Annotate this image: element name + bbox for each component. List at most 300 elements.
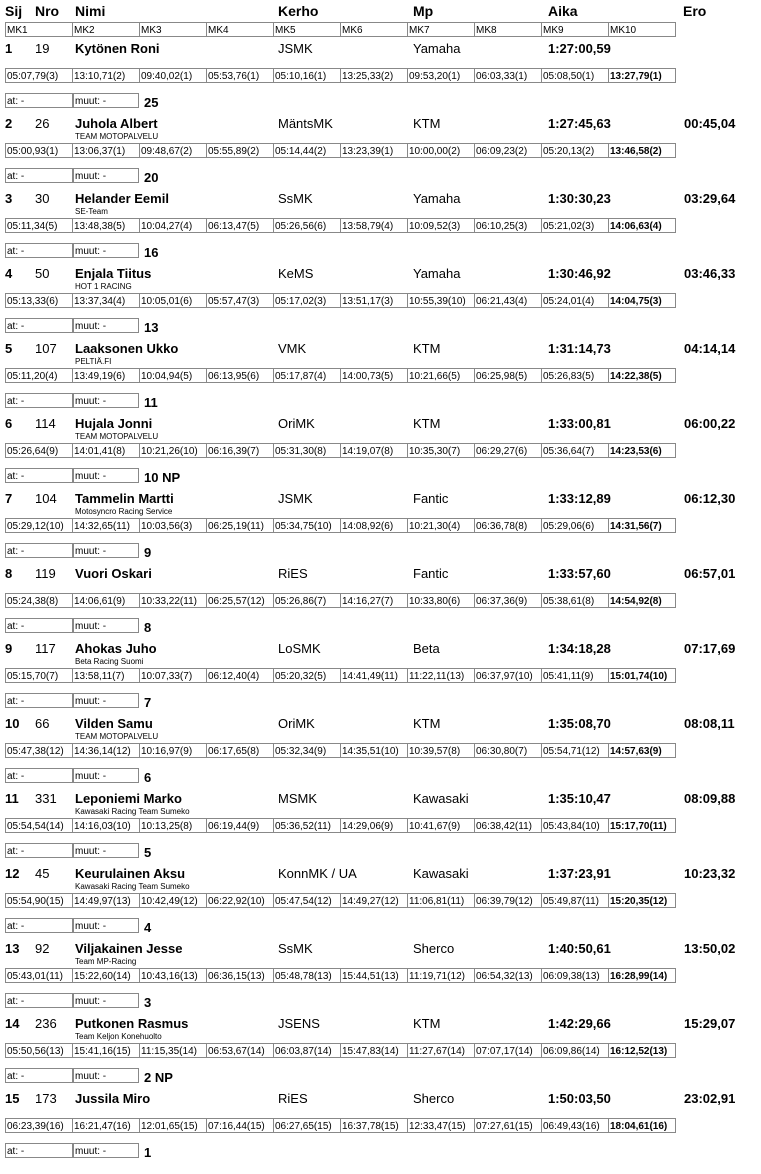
split-time-cell: 05:47,38(12) bbox=[5, 743, 73, 758]
penalty-other-cell: muut: - bbox=[73, 93, 139, 108]
rider-gap: 03:29,64 bbox=[684, 191, 736, 206]
split-time-cell: 14:04,75(3) bbox=[608, 293, 676, 308]
rider-team: Kawasaki Racing Team Sumeko bbox=[75, 882, 190, 891]
split-time-cell: 14:57,63(9) bbox=[608, 743, 676, 758]
rider-gap: 08:08,11 bbox=[684, 716, 735, 731]
split-time-cell: 16:28,99(14) bbox=[608, 968, 676, 983]
split-time-cell: 05:26,56(6) bbox=[273, 218, 341, 233]
rider-bike: Sherco bbox=[413, 1091, 455, 1106]
split-time-cell: 14:54,92(8) bbox=[608, 593, 676, 608]
split-time-cell: 05:20,13(2) bbox=[541, 143, 609, 158]
rider-total-time: 1:35:08,70 bbox=[548, 716, 611, 731]
rider-number: 104 bbox=[35, 491, 57, 506]
rider-position: 12 bbox=[5, 866, 20, 881]
split-time-cell: 06:16,39(7) bbox=[206, 443, 274, 458]
rider-total-time: 1:33:12,89 bbox=[548, 491, 611, 506]
penalty-at-cell: at: - bbox=[5, 918, 73, 933]
split-time-cell: 10:21,30(4) bbox=[407, 518, 475, 533]
split-time-cell: 05:26,86(7) bbox=[273, 593, 341, 608]
split-time-cell: 05:08,50(1) bbox=[541, 68, 609, 83]
penalty-at-cell: at: - bbox=[5, 243, 73, 258]
rider-club: SsMK bbox=[278, 941, 313, 956]
rider-total-time: 1:37:23,91 bbox=[548, 866, 611, 881]
penalty-other-cell: muut: - bbox=[73, 693, 139, 708]
rider-team: Kawasaki Racing Team Sumeko bbox=[75, 807, 190, 816]
rider-club: LoSMK bbox=[278, 641, 321, 656]
split-time-cell: 14:35,51(10) bbox=[340, 743, 408, 758]
rider-name: Vuori Oskari bbox=[75, 566, 152, 581]
rider-gap: 06:57,01 bbox=[684, 566, 736, 581]
split-time-cell: 05:24,01(4) bbox=[541, 293, 609, 308]
penalty-at-cell: at: - bbox=[5, 1068, 73, 1083]
penalty-at-cell: at: - bbox=[5, 543, 73, 558]
split-time-cell: 06:09,23(2) bbox=[474, 143, 542, 158]
rider-row bbox=[0, 40, 761, 115]
split-time-cell: 11:19,71(12) bbox=[407, 968, 475, 983]
rider-name: Putkonen Rasmus bbox=[75, 1016, 189, 1031]
penalty-at-cell: at: - bbox=[5, 843, 73, 858]
split-time-cell: 16:12,52(13) bbox=[608, 1043, 676, 1058]
split-time-cell: 05:36,52(11) bbox=[273, 818, 341, 833]
split-time-cell: 06:22,92(10) bbox=[206, 893, 274, 908]
split-time-cell: 15:20,35(12) bbox=[608, 893, 676, 908]
rider-gap: 06:12,30 bbox=[684, 491, 736, 506]
rider-club: OriMK bbox=[278, 716, 315, 731]
split-time-cell: 15:47,83(14) bbox=[340, 1043, 408, 1058]
split-time-cell: 10:21,26(10) bbox=[139, 443, 207, 458]
rider-name: Viljakainen Jesse bbox=[75, 941, 183, 956]
split-time-cell: 10:07,33(7) bbox=[139, 668, 207, 683]
penalty-at-cell: at: - bbox=[5, 1143, 73, 1158]
split-time-cell: 05:11,34(5) bbox=[5, 218, 73, 233]
split-time-cell: 14:06,63(4) bbox=[608, 218, 676, 233]
split-time-cell: 06:19,44(9) bbox=[206, 818, 274, 833]
split-time-cell: 05:49,87(11) bbox=[541, 893, 609, 908]
rider-club: JSMK bbox=[278, 491, 313, 506]
rider-club: JSENS bbox=[278, 1016, 320, 1031]
split-time-cell: 05:29,12(10) bbox=[5, 518, 73, 533]
rider-bike: KTM bbox=[413, 341, 441, 356]
split-time-cell: 06:29,27(6) bbox=[474, 443, 542, 458]
split-time-cell: 06:37,36(9) bbox=[474, 593, 542, 608]
rider-position: 4 bbox=[5, 266, 13, 281]
rider-club: MSMK bbox=[278, 791, 317, 806]
stage-header-cell: MK8 bbox=[474, 22, 542, 37]
penalty-at-cell: at: - bbox=[5, 993, 73, 1008]
rider-number: 19 bbox=[35, 41, 50, 56]
split-time-cell: 06:12,40(4) bbox=[206, 668, 274, 683]
split-time-cell: 11:27,67(14) bbox=[407, 1043, 475, 1058]
rider-name: Kytönen Roni bbox=[75, 41, 160, 56]
rider-number: 173 bbox=[35, 1091, 57, 1106]
rider-gap: 04:14,14 bbox=[684, 341, 736, 356]
split-time-cell: 06:13,47(5) bbox=[206, 218, 274, 233]
rider-gap: 06:00,22 bbox=[684, 416, 736, 431]
split-time-cell: 06:27,65(15) bbox=[273, 1118, 341, 1133]
rider-number: 30 bbox=[35, 191, 50, 206]
split-time-cell: 05:50,56(13) bbox=[5, 1043, 73, 1058]
rider-total-time: 1:34:18,28 bbox=[548, 641, 611, 656]
split-time-cell: 06:17,65(8) bbox=[206, 743, 274, 758]
rider-row bbox=[0, 340, 761, 415]
split-time-cell: 07:16,44(15) bbox=[206, 1118, 274, 1133]
rider-bike: Yamaha bbox=[413, 41, 461, 56]
split-time-cell: 05:55,89(2) bbox=[206, 143, 274, 158]
split-time-cell: 05:48,78(13) bbox=[273, 968, 341, 983]
split-time-cell: 06:53,67(14) bbox=[206, 1043, 274, 1058]
rider-position: 1 bbox=[5, 41, 13, 56]
rider-position: 14 bbox=[5, 1016, 20, 1031]
split-time-cell: 10:41,67(9) bbox=[407, 818, 475, 833]
split-time-cell: 05:54,54(14) bbox=[5, 818, 73, 833]
split-time-cell: 10:09,52(3) bbox=[407, 218, 475, 233]
rider-club: RiES bbox=[278, 566, 308, 581]
split-time-cell: 18:04,61(16) bbox=[608, 1118, 676, 1133]
split-time-cell: 10:16,97(9) bbox=[139, 743, 207, 758]
split-time-cell: 06:54,32(13) bbox=[474, 968, 542, 983]
split-time-cell: 10:04,27(4) bbox=[139, 218, 207, 233]
rider-total-time: 1:50:03,50 bbox=[548, 1091, 611, 1106]
split-time-cell: 16:37,78(15) bbox=[340, 1118, 408, 1133]
split-time-cell: 06:09,86(14) bbox=[541, 1043, 609, 1058]
penalty-other-cell: muut: - bbox=[73, 318, 139, 333]
rider-number: 331 bbox=[35, 791, 57, 806]
rider-club: OriMK bbox=[278, 416, 315, 431]
rider-number: 45 bbox=[35, 866, 50, 881]
rider-gap: 00:45,04 bbox=[684, 116, 736, 131]
rider-team: PELTIÄ.FI bbox=[75, 357, 112, 366]
stage-header-cell: MK2 bbox=[72, 22, 140, 37]
rider-bike: KTM bbox=[413, 1016, 441, 1031]
rider-total-time: 1:40:50,61 bbox=[548, 941, 611, 956]
rider-points: 20 bbox=[144, 170, 159, 185]
rider-points: 25 bbox=[144, 95, 159, 110]
split-time-cell: 06:21,43(4) bbox=[474, 293, 542, 308]
rider-number: 92 bbox=[35, 941, 50, 956]
rider-bike: KTM bbox=[413, 116, 441, 131]
rider-gap: 03:46,33 bbox=[684, 266, 736, 281]
rider-row bbox=[0, 115, 761, 190]
split-time-cell: 11:15,35(14) bbox=[139, 1043, 207, 1058]
rider-points: 7 bbox=[144, 695, 152, 710]
split-time-cell: 14:23,53(6) bbox=[608, 443, 676, 458]
col-kerho: Kerho bbox=[278, 3, 319, 19]
rider-name: Vilden Samu bbox=[75, 716, 153, 731]
rider-number: 26 bbox=[35, 116, 50, 131]
penalty-at-cell: at: - bbox=[5, 768, 73, 783]
rider-name: Keurulainen Aksu bbox=[75, 866, 186, 881]
split-time-cell: 05:53,76(1) bbox=[206, 68, 274, 83]
split-time-cell: 06:25,19(11) bbox=[206, 518, 274, 533]
penalty-other-cell: muut: - bbox=[73, 1068, 139, 1083]
rider-team: Team Keljon Konehuolto bbox=[75, 1032, 162, 1041]
rider-team: SE-Team bbox=[75, 207, 108, 216]
rider-team: Team MP-Racing bbox=[75, 957, 137, 966]
split-time-cell: 06:13,95(6) bbox=[206, 368, 274, 383]
split-time-cell: 14:32,65(11) bbox=[72, 518, 140, 533]
split-time-cell: 06:25,98(5) bbox=[474, 368, 542, 383]
rider-points: 9 bbox=[144, 545, 152, 560]
split-time-cell: 05:07,79(3) bbox=[5, 68, 73, 83]
rider-name: Laaksonen Ukko bbox=[75, 341, 179, 356]
rider-row bbox=[0, 865, 761, 940]
rider-points: 13 bbox=[144, 320, 159, 335]
split-time-cell: 13:58,79(4) bbox=[340, 218, 408, 233]
split-time-cell: 10:43,16(13) bbox=[139, 968, 207, 983]
split-time-cell: 10:05,01(6) bbox=[139, 293, 207, 308]
rider-club: KeMS bbox=[278, 266, 314, 281]
next-row-cutoff bbox=[0, 1164, 761, 1174]
rider-team: Beta Racing Suomi bbox=[75, 657, 144, 666]
split-time-cell: 05:24,38(8) bbox=[5, 593, 73, 608]
split-time-cell: 05:32,34(9) bbox=[273, 743, 341, 758]
split-time-cell: 10:42,49(12) bbox=[139, 893, 207, 908]
rider-team: TEAM MOTOPALVELU bbox=[75, 432, 159, 441]
split-time-cell: 05:17,02(3) bbox=[273, 293, 341, 308]
split-time-cell: 06:36,78(8) bbox=[474, 518, 542, 533]
split-time-cell: 05:17,87(4) bbox=[273, 368, 341, 383]
split-time-cell: 06:09,38(13) bbox=[541, 968, 609, 983]
rider-row bbox=[0, 1015, 761, 1090]
split-time-cell: 05:14,44(2) bbox=[273, 143, 341, 158]
rider-name: Ahokas Juho bbox=[75, 641, 157, 656]
stage-header-cell: MK7 bbox=[407, 22, 475, 37]
split-time-cell: 15:01,74(10) bbox=[608, 668, 676, 683]
split-time-cell: 10:04,94(5) bbox=[139, 368, 207, 383]
rider-bike: Yamaha bbox=[413, 266, 461, 281]
rider-points: 8 bbox=[144, 620, 152, 635]
penalty-other-cell: muut: - bbox=[73, 768, 139, 783]
split-time-cell: 10:03,56(3) bbox=[139, 518, 207, 533]
rider-club: JSMK bbox=[278, 41, 313, 56]
rider-position: 5 bbox=[5, 341, 13, 356]
rider-bike: KTM bbox=[413, 416, 441, 431]
split-time-cell: 13:48,38(5) bbox=[72, 218, 140, 233]
rider-total-time: 1:30:30,23 bbox=[548, 191, 611, 206]
rider-row bbox=[0, 490, 761, 565]
split-time-cell: 13:23,39(1) bbox=[340, 143, 408, 158]
col-nro: Nro bbox=[35, 3, 60, 19]
col-mp: Mp bbox=[413, 3, 434, 19]
split-time-cell: 14:16,27(7) bbox=[340, 593, 408, 608]
split-time-cell: 14:08,92(6) bbox=[340, 518, 408, 533]
split-time-cell: 09:40,02(1) bbox=[139, 68, 207, 83]
stage-header-cell: MK3 bbox=[139, 22, 207, 37]
split-time-cell: 12:01,65(15) bbox=[139, 1118, 207, 1133]
rider-number: 107 bbox=[35, 341, 57, 356]
rider-name: Leponiemi Marko bbox=[75, 791, 182, 806]
rider-team: TEAM MOTOPALVELU bbox=[75, 132, 159, 141]
penalty-other-cell: muut: - bbox=[73, 393, 139, 408]
split-time-cell: 09:53,20(1) bbox=[407, 68, 475, 83]
split-time-cell: 06:38,42(11) bbox=[474, 818, 542, 833]
rider-position: 15 bbox=[5, 1091, 20, 1106]
rider-total-time: 1:31:14,73 bbox=[548, 341, 611, 356]
penalty-other-cell: muut: - bbox=[73, 918, 139, 933]
rider-gap: 15:29,07 bbox=[684, 1016, 736, 1031]
split-time-cell: 06:23,39(16) bbox=[5, 1118, 73, 1133]
split-time-cell: 10:21,66(5) bbox=[407, 368, 475, 383]
split-time-cell: 06:39,79(12) bbox=[474, 893, 542, 908]
split-time-cell: 06:49,43(16) bbox=[541, 1118, 609, 1133]
split-time-cell: 05:54,71(12) bbox=[541, 743, 609, 758]
rider-position: 3 bbox=[5, 191, 13, 206]
split-time-cell: 13:58,11(7) bbox=[72, 668, 140, 683]
rider-number: 236 bbox=[35, 1016, 57, 1031]
rider-points: 6 bbox=[144, 770, 152, 785]
rider-row bbox=[0, 640, 761, 715]
rider-gap: 10:23,32 bbox=[684, 866, 736, 881]
penalty-other-cell: muut: - bbox=[73, 243, 139, 258]
stage-header-cell: MK10 bbox=[608, 22, 676, 37]
split-time-cell: 13:10,71(2) bbox=[72, 68, 140, 83]
split-time-cell: 06:03,33(1) bbox=[474, 68, 542, 83]
penalty-at-cell: at: - bbox=[5, 468, 73, 483]
rider-gap: 08:09,88 bbox=[684, 791, 736, 806]
rider-position: 11 bbox=[5, 791, 19, 806]
penalty-other-cell: muut: - bbox=[73, 843, 139, 858]
col-sij: Sij bbox=[5, 3, 23, 19]
rider-bike: Fantic bbox=[413, 491, 449, 506]
split-time-cell: 14:49,97(13) bbox=[72, 893, 140, 908]
split-time-cell: 07:27,61(15) bbox=[474, 1118, 542, 1133]
split-time-cell: 05:11,20(4) bbox=[5, 368, 73, 383]
split-time-cell: 09:48,67(2) bbox=[139, 143, 207, 158]
split-time-cell: 05:00,93(1) bbox=[5, 143, 73, 158]
split-time-cell: 05:38,61(8) bbox=[541, 593, 609, 608]
penalty-at-cell: at: - bbox=[5, 318, 73, 333]
rider-name: Jussila Miro bbox=[75, 1091, 151, 1106]
split-time-cell: 10:33,22(11) bbox=[139, 593, 207, 608]
split-time-cell: 14:41,49(11) bbox=[340, 668, 408, 683]
rider-name: Hujala Jonni bbox=[75, 416, 153, 431]
rider-total-time: 1:35:10,47 bbox=[548, 791, 611, 806]
split-time-cell: 14:49,27(12) bbox=[340, 893, 408, 908]
split-time-cell: 06:36,15(13) bbox=[206, 968, 274, 983]
split-time-cell: 06:30,80(7) bbox=[474, 743, 542, 758]
split-time-cell: 05:43,01(11) bbox=[5, 968, 73, 983]
split-time-cell: 05:54,90(15) bbox=[5, 893, 73, 908]
split-time-cell: 13:27,79(1) bbox=[608, 68, 676, 83]
penalty-other-cell: muut: - bbox=[73, 993, 139, 1008]
rider-position: 2 bbox=[5, 116, 13, 131]
stage-header-cell: MK1 bbox=[5, 22, 73, 37]
split-time-cell: 14:00,73(5) bbox=[340, 368, 408, 383]
split-time-cell: 10:35,30(7) bbox=[407, 443, 475, 458]
rider-name: Helander Eemil bbox=[75, 191, 169, 206]
rider-position: 9 bbox=[5, 641, 13, 656]
rider-points: 10 NP bbox=[144, 470, 181, 485]
split-time-cell: 05:26,83(5) bbox=[541, 368, 609, 383]
rider-club: VMK bbox=[278, 341, 307, 356]
split-time-cell: 05:57,47(3) bbox=[206, 293, 274, 308]
split-time-cell: 06:37,97(10) bbox=[474, 668, 542, 683]
split-time-cell: 14:22,38(5) bbox=[608, 368, 676, 383]
rider-position: 13 bbox=[5, 941, 20, 956]
rider-total-time: 1:27:00,59 bbox=[548, 41, 611, 56]
split-time-cell: 11:22,11(13) bbox=[407, 668, 475, 683]
split-time-cell: 10:13,25(8) bbox=[139, 818, 207, 833]
rider-club: RiES bbox=[278, 1091, 308, 1106]
rider-club: MäntsMK bbox=[278, 116, 333, 131]
split-time-cell: 05:43,84(10) bbox=[541, 818, 609, 833]
split-time-cell: 14:36,14(12) bbox=[72, 743, 140, 758]
split-time-cell: 12:33,47(15) bbox=[407, 1118, 475, 1133]
rider-position: 8 bbox=[5, 566, 13, 581]
rider-row bbox=[0, 790, 761, 865]
split-time-cell: 05:20,32(5) bbox=[273, 668, 341, 683]
penalty-other-cell: muut: - bbox=[73, 543, 139, 558]
split-time-cell: 14:29,06(9) bbox=[340, 818, 408, 833]
split-time-cell: 06:03,87(14) bbox=[273, 1043, 341, 1058]
split-time-cell: 05:31,30(8) bbox=[273, 443, 341, 458]
penalty-other-cell: muut: - bbox=[73, 168, 139, 183]
split-time-cell: 05:13,33(6) bbox=[5, 293, 73, 308]
split-time-cell: 05:34,75(10) bbox=[273, 518, 341, 533]
split-time-cell: 07:07,17(14) bbox=[474, 1043, 542, 1058]
rider-club: SsMK bbox=[278, 191, 313, 206]
split-time-cell: 05:26,64(9) bbox=[5, 443, 73, 458]
split-time-cell: 10:39,57(8) bbox=[407, 743, 475, 758]
split-time-cell: 06:25,57(12) bbox=[206, 593, 274, 608]
rider-name: Tammelin Martti bbox=[75, 491, 174, 506]
penalty-at-cell: at: - bbox=[5, 693, 73, 708]
split-time-cell: 05:36,64(7) bbox=[541, 443, 609, 458]
split-time-cell: 05:10,16(1) bbox=[273, 68, 341, 83]
rider-bike: Yamaha bbox=[413, 191, 461, 206]
col-nimi: Nimi bbox=[75, 3, 106, 19]
rider-row bbox=[0, 940, 761, 1015]
penalty-other-cell: muut: - bbox=[73, 1143, 139, 1158]
rider-name: Enjala Tiitus bbox=[75, 266, 152, 281]
rider-bike: Sherco bbox=[413, 941, 455, 956]
split-time-cell: 14:31,56(7) bbox=[608, 518, 676, 533]
split-time-cell: 05:21,02(3) bbox=[541, 218, 609, 233]
stage-header-cell: MK9 bbox=[541, 22, 609, 37]
penalty-other-cell: muut: - bbox=[73, 468, 139, 483]
split-time-cell: 10:33,80(6) bbox=[407, 593, 475, 608]
rider-points: 11 bbox=[144, 395, 158, 410]
split-time-cell: 16:21,47(16) bbox=[72, 1118, 140, 1133]
rider-bike: KTM bbox=[413, 716, 441, 731]
rider-position: 6 bbox=[5, 416, 13, 431]
split-time-cell: 10:55,39(10) bbox=[407, 293, 475, 308]
split-time-cell: 14:01,41(8) bbox=[72, 443, 140, 458]
split-time-cell: 11:06,81(11) bbox=[407, 893, 475, 908]
split-time-cell: 05:29,06(6) bbox=[541, 518, 609, 533]
rider-total-time: 1:33:57,60 bbox=[548, 566, 611, 581]
split-time-cell: 05:15,70(7) bbox=[5, 668, 73, 683]
split-time-cell: 06:10,25(3) bbox=[474, 218, 542, 233]
rider-row bbox=[0, 415, 761, 490]
rider-total-time: 1:30:46,92 bbox=[548, 266, 611, 281]
penalty-at-cell: at: - bbox=[5, 93, 73, 108]
split-time-cell: 15:17,70(11) bbox=[608, 818, 676, 833]
split-time-cell: 13:06,37(1) bbox=[72, 143, 140, 158]
rider-number: 114 bbox=[35, 416, 56, 431]
rider-row bbox=[0, 265, 761, 340]
rider-gap: 13:50,02 bbox=[684, 941, 736, 956]
split-time-cell: 14:06,61(9) bbox=[72, 593, 140, 608]
penalty-at-cell: at: - bbox=[5, 168, 73, 183]
split-time-cell: 15:44,51(13) bbox=[340, 968, 408, 983]
split-time-cell: 13:25,33(2) bbox=[340, 68, 408, 83]
rider-club: KonnMK / UA bbox=[278, 866, 357, 881]
rider-team: HOT 1 RACING bbox=[75, 282, 132, 291]
rider-position: 10 bbox=[5, 716, 20, 731]
rider-name: Juhola Albert bbox=[75, 116, 158, 131]
rider-points: 2 NP bbox=[144, 1070, 173, 1085]
